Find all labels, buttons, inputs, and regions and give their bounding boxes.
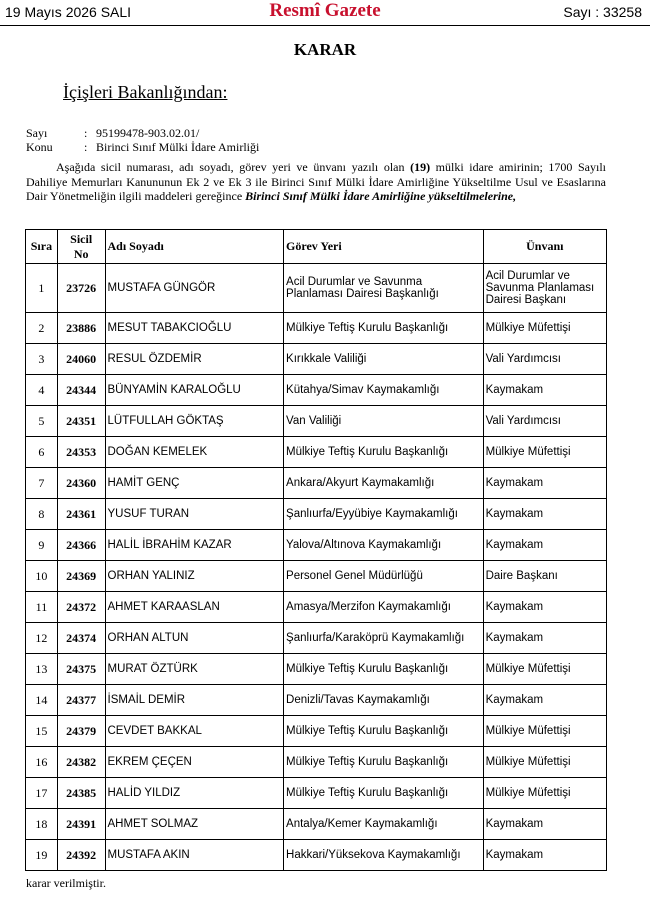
sayi-colon: : <box>84 126 88 140</box>
cell-unvan: Vali Yardımcısı <box>483 406 606 437</box>
cell-ad-soyadi: CEVDET BAKKAL <box>105 716 284 747</box>
cell-sira: 9 <box>26 530 58 561</box>
cell-sicil: 24379 <box>57 716 105 747</box>
cell-sira: 19 <box>26 840 58 871</box>
cell-ad-soyadi: HALİD YILDIZ <box>105 778 284 809</box>
cell-ad-soyadi: AHMET KARAASLAN <box>105 592 284 623</box>
cell-sira: 15 <box>26 716 58 747</box>
cell-unvan: Mülkiye Müfettişi <box>483 747 606 778</box>
cell-ad-soyadi: MUSTAFA GÜNGÖR <box>105 264 284 313</box>
gazette-header <box>0 0 650 30</box>
cell-ad-soyadi: BÜNYAMİN KARALOĞLU <box>105 375 284 406</box>
cell-sira: 10 <box>26 561 58 592</box>
issue-number: Sayı : 33258 <box>563 4 642 20</box>
cell-ad-soyadi: MUSTAFA AKIN <box>105 840 284 871</box>
header-ad: Adı Soyadı <box>105 230 284 264</box>
table-row <box>26 654 607 685</box>
cell-sicil: 24392 <box>57 840 105 871</box>
cell-sira: 11 <box>26 592 58 623</box>
intro-emphasis: Birinci Sınıf Mülki İdare Amirliğine yükseltilmelerine, <box>245 189 517 203</box>
cell-sira: 16 <box>26 747 58 778</box>
cell-ad-soyadi: İSMAİL DEMİR <box>105 685 284 716</box>
table-row <box>26 747 607 778</box>
cell-ad-soyadi: LÜTFULLAH GÖKTAŞ <box>105 406 284 437</box>
cell-gorev-yeri: Antalya/Kemer Kaymakamlığı <box>284 809 484 840</box>
cell-gorev-yeri: Mülkiye Teftiş Kurulu Başkanlığı <box>284 437 484 468</box>
table-row <box>26 468 607 499</box>
table-header-row <box>26 230 607 264</box>
cell-unvan: Mülkiye Müfettişi <box>483 778 606 809</box>
cell-ad-soyadi: HAMİT GENÇ <box>105 468 284 499</box>
cell-unvan: Kaymakam <box>483 685 606 716</box>
cell-gorev-yeri: Şanlıurfa/Karaköprü Kaymakamlığı <box>284 623 484 654</box>
table-row <box>26 344 607 375</box>
cell-sira: 5 <box>26 406 58 437</box>
cell-sicil: 24344 <box>57 375 105 406</box>
cell-gorev-yeri: Acil Durumlar ve Savunma Planlaması Dairesi Başkanlığı <box>284 264 484 313</box>
table-row <box>26 685 607 716</box>
cell-gorev-yeri: Ankara/Akyurt Kaymakamlığı <box>284 468 484 499</box>
cell-sira: 17 <box>26 778 58 809</box>
cell-ad-soyadi: DOĞAN KEMELEK <box>105 437 284 468</box>
intro-paragraph <box>26 160 606 204</box>
table-row <box>26 623 607 654</box>
cell-gorev-yeri: Mülkiye Teftiş Kurulu Başkanlığı <box>284 747 484 778</box>
ministry-heading: İçişleri Bakanlığından: <box>63 82 228 102</box>
gazette-title: Resmî Gazete <box>269 0 381 21</box>
cell-gorev-yeri: Hakkari/Yüksekova Kaymakamlığı <box>284 840 484 871</box>
cell-sicil: 23726 <box>57 264 105 313</box>
header-unvan: Ünvanı <box>483 230 606 264</box>
sayi-value: 95199478-903.02.01/ <box>96 126 200 140</box>
cell-gorev-yeri: Mülkiye Teftiş Kurulu Başkanlığı <box>284 716 484 747</box>
table-row <box>26 809 607 840</box>
cell-sicil: 24369 <box>57 561 105 592</box>
cell-sira: 6 <box>26 437 58 468</box>
cell-ad-soyadi: MURAT ÖZTÜRK <box>105 654 284 685</box>
cell-sira: 3 <box>26 344 58 375</box>
cell-sicil: 23886 <box>57 313 105 344</box>
cell-ad-soyadi: AHMET SOLMAZ <box>105 809 284 840</box>
cell-unvan: Vali Yardımcısı <box>483 344 606 375</box>
cell-sicil: 24391 <box>57 809 105 840</box>
konu-value: Birinci Sınıf Mülki İdare Amirliği <box>96 140 260 154</box>
table-row <box>26 778 607 809</box>
cell-unvan: Mülkiye Müfettişi <box>483 313 606 344</box>
cell-sicil: 24366 <box>57 530 105 561</box>
cell-gorev-yeri: Denizli/Tavas Kaymakamlığı <box>284 685 484 716</box>
cell-unvan: Acil Durumlar ve Savunma Planlaması Dairesi Başkanı <box>483 264 606 313</box>
cell-gorev-yeri: Kütahya/Simav Kaymakamlığı <box>284 375 484 406</box>
intro-text: Aşağıda sicil numarası, adı soyadı, görev yeri ve ünvanı yazılı olan <box>56 160 411 174</box>
cell-unvan: Mülkiye Müfettişi <box>483 437 606 468</box>
cell-unvan: Kaymakam <box>483 499 606 530</box>
cell-gorev-yeri: Mülkiye Teftiş Kurulu Başkanlığı <box>284 313 484 344</box>
cell-sira: 4 <box>26 375 58 406</box>
cell-unvan: Kaymakam <box>483 468 606 499</box>
intro-count: (19) <box>410 160 431 174</box>
cell-sira: 1 <box>26 264 58 313</box>
cell-unvan: Kaymakam <box>483 840 606 871</box>
cell-sicil: 24377 <box>57 685 105 716</box>
header-sira: Sıra <box>26 230 58 264</box>
table-row <box>26 313 607 344</box>
cell-sicil: 24361 <box>57 499 105 530</box>
sayi-line <box>26 126 199 141</box>
table-row <box>26 530 607 561</box>
table-row <box>26 264 607 313</box>
table-row <box>26 592 607 623</box>
cell-ad-soyadi: ORHAN YALINIZ <box>105 561 284 592</box>
table-row <box>26 561 607 592</box>
cell-unvan: Daire Başkanı <box>483 561 606 592</box>
header-gorev: Görev Yeri <box>284 230 484 264</box>
table-row <box>26 840 607 871</box>
konu-line <box>26 140 259 155</box>
closing-text: karar verilmiştir. <box>26 876 106 890</box>
cell-unvan: Kaymakam <box>483 592 606 623</box>
cell-sira: 14 <box>26 685 58 716</box>
cell-sicil: 24382 <box>57 747 105 778</box>
cell-sicil: 24375 <box>57 654 105 685</box>
table-row <box>26 437 607 468</box>
cell-sicil: 24385 <box>57 778 105 809</box>
header-sicil-line2: No <box>73 246 89 261</box>
cell-ad-soyadi: MESUT TABAKCIOĞLU <box>105 313 284 344</box>
cell-gorev-yeri: Van Valiliği <box>284 406 484 437</box>
cell-ad-soyadi: HALİL İBRAHİM KAZAR <box>105 530 284 561</box>
cell-unvan: Kaymakam <box>483 375 606 406</box>
table-row <box>26 406 607 437</box>
cell-sicil: 24353 <box>57 437 105 468</box>
konu-colon: : <box>84 140 88 154</box>
cell-gorev-yeri: Kırıkkale Valiliği <box>284 344 484 375</box>
cell-gorev-yeri: Personel Genel Müdürlüğü <box>284 561 484 592</box>
cell-gorev-yeri: Şanlıurfa/Eyyübiye Kaymakamlığı <box>284 499 484 530</box>
cell-unvan: Mülkiye Müfettişi <box>483 716 606 747</box>
table-row <box>26 716 607 747</box>
sayi-label: Sayı <box>26 126 48 140</box>
cell-sicil: 24060 <box>57 344 105 375</box>
cell-ad-soyadi: ORHAN ALTUN <box>105 623 284 654</box>
cell-gorev-yeri: Mülkiye Teftiş Kurulu Başkanlığı <box>284 654 484 685</box>
cell-sira: 18 <box>26 809 58 840</box>
cell-gorev-yeri: Mülkiye Teftiş Kurulu Başkanlığı <box>284 778 484 809</box>
cell-ad-soyadi: EKREM ÇEÇEN <box>105 747 284 778</box>
cell-sira: 7 <box>26 468 58 499</box>
header-sicil-line1: Sicil <box>70 231 93 246</box>
intro-text-2: mülki idare amirinin; 1700 Sayılı Dahiliye Memurları Kanununun Ek 2 ve Ek 3 ile Birinci Sınıf Mülki İdare Amirliğine Yükseltilme Usul ve Esaslarına Dair Yönetmeliğin ilgili maddeleri gereğince <box>26 160 607 203</box>
cell-gorev-yeri: Amasya/Merzifon Kaymakamlığı <box>284 592 484 623</box>
header-divider <box>0 25 650 26</box>
cell-gorev-yeri: Yalova/Altınova Kaymakamlığı <box>284 530 484 561</box>
table-row <box>26 375 607 406</box>
header-sicil <box>57 230 105 264</box>
cell-sicil: 24374 <box>57 623 105 654</box>
cell-sicil: 24351 <box>57 406 105 437</box>
cell-unvan: Kaymakam <box>483 623 606 654</box>
cell-sicil: 24372 <box>57 592 105 623</box>
cell-sira: 2 <box>26 313 58 344</box>
issue-date: 19 Mayıs 2026 SALI <box>5 4 132 20</box>
cell-sicil: 24360 <box>57 468 105 499</box>
cell-sira: 13 <box>26 654 58 685</box>
cell-sira: 12 <box>26 623 58 654</box>
cell-unvan: Kaymakam <box>483 809 606 840</box>
page-title: KARAR <box>293 40 357 59</box>
cell-sira: 8 <box>26 499 58 530</box>
cell-ad-soyadi: YUSUF TURAN <box>105 499 284 530</box>
cell-unvan: Kaymakam <box>483 530 606 561</box>
konu-label: Konu <box>26 140 53 154</box>
cell-ad-soyadi: RESUL ÖZDEMİR <box>105 344 284 375</box>
cell-unvan: Mülkiye Müfettişi <box>483 654 606 685</box>
table-row <box>26 499 607 530</box>
appointments-table <box>25 229 607 871</box>
